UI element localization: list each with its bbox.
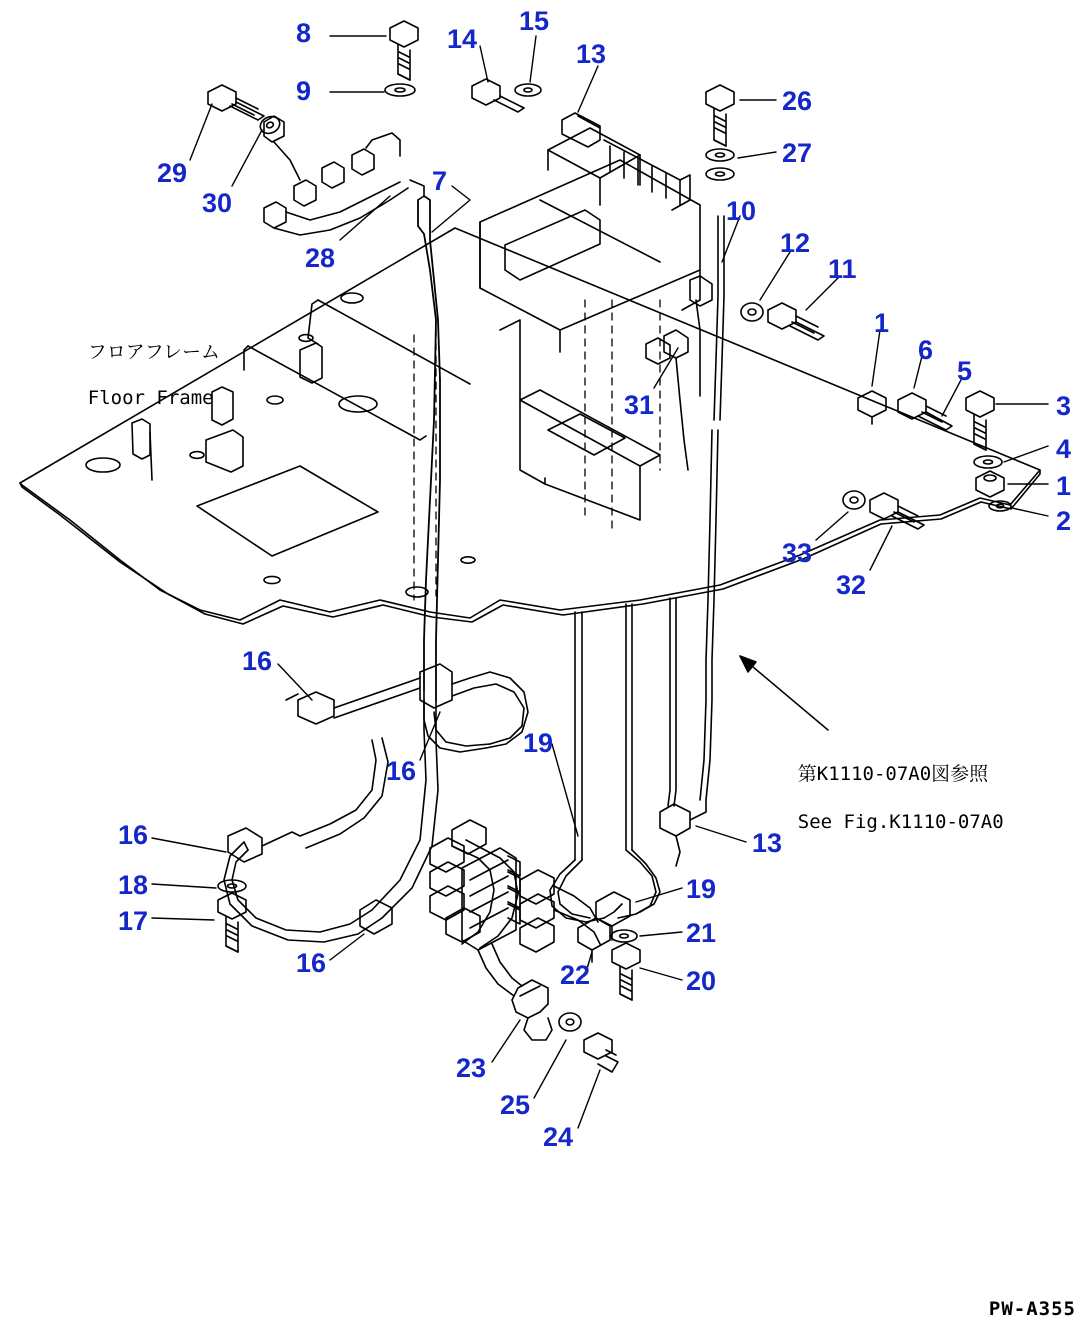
callout-32: 32 [836,570,867,600]
callout-17: 17 [118,906,149,936]
callout-10: 10 [726,196,757,226]
callout-6: 6 [918,335,934,365]
callout-22: 22 [560,960,591,990]
callout-18: 18 [118,870,149,900]
callout-23: 23 [456,1053,487,1083]
callout-27: 27 [782,138,813,168]
callout-1-upper: 1 [874,308,890,338]
see-figure-note-en: See Fig.K1110-07A0 [797,811,1004,833]
callout-5: 5 [957,356,973,386]
callout-3: 3 [1056,391,1072,421]
callout-13-upper: 13 [576,39,607,69]
callout-21: 21 [686,918,717,948]
callout-26: 26 [782,86,813,116]
figure-code: PW-A355 [988,1298,1076,1320]
callout-28: 28 [305,243,336,273]
callout-24: 24 [543,1122,574,1152]
callout-16-b: 16 [386,756,417,786]
callout-16-c: 16 [118,820,149,850]
callout-4: 4 [1056,434,1072,464]
callout-33: 33 [782,538,813,568]
callout-16-a: 16 [242,646,273,676]
callout-13-lower: 13 [752,828,783,858]
callout-29: 29 [157,158,188,188]
callout-19-a: 19 [523,728,554,758]
callout-25: 25 [500,1090,531,1120]
callout-15: 15 [519,6,550,36]
callout-7: 7 [432,166,448,196]
callout-14: 14 [447,24,478,54]
callout-9: 9 [296,76,312,106]
see-figure-note-jp: 第K1110-07A0図参照 [797,763,989,785]
callout-20: 20 [686,966,717,996]
callout-30: 30 [202,188,233,218]
callout-2: 2 [1056,506,1072,536]
callout-16-d: 16 [296,948,327,978]
callout-11: 11 [828,254,857,284]
floor-frame-label-jp: フロアフレーム [87,341,221,363]
floor-frame-label [42,318,220,433]
callout-8: 8 [296,18,312,48]
callout-12: 12 [780,228,811,258]
callout-31: 31 [624,390,655,420]
callout-19-b: 19 [686,874,717,904]
see-figure-note [752,738,1004,858]
callout-1-lower: 1 [1056,471,1072,501]
floor-frame-label-en: Floor Frame [87,387,214,409]
